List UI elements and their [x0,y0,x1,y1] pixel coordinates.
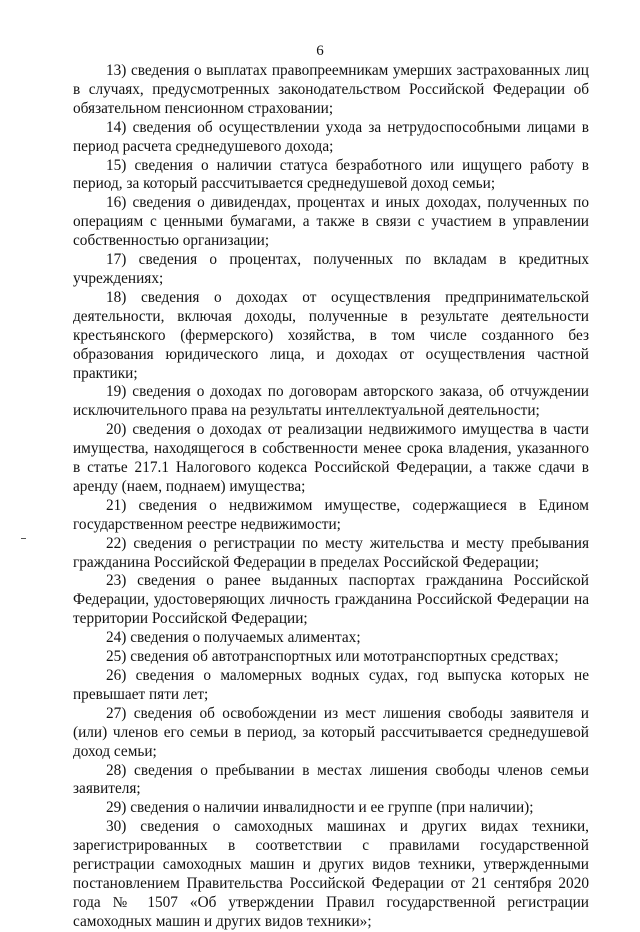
list-item: 24) сведения о получаемых алиментах; [106,629,361,647]
list-item: 18) сведения о доходах от осуществления предпринимательской деятельности, включая доходы, полученные в результате деятельности крестьянского (фермерского) хозяйства, в том числе созданного без образования юридического лица, и доходах от осуществления частной практики; [73,288,589,382]
list-item: 16) сведения о дивидендах, процентах и иных доходах, полученных по операциям с ценными бумагами, а также в связи с участием в управлении собственностью организации; [73,194,589,250]
list-item: 14) сведения об осуществлении ухода за нетрудоспособными лицами в период расчета среднедушевого дохода; [73,118,589,155]
list-item: 17) сведения о процентах, полученных по вкладам в кредитных учреждениях; [73,251,589,287]
list-item: 22) сведения о регистрации по месту жительства и месту пребывания гражданина Российской Федерации в пределах Российской Федерации; [73,534,589,571]
list-item: 28) сведения о пребывании в местах лишения свободы членов семьи заявителя; [73,761,589,798]
list-item: 25) сведения об автотранспортных или мототранспортных средствах; [106,648,559,666]
document-body [73,62,589,932]
list-item: 27) сведения об освобождении из мест лишения свободы заявителя и (или) членов его семьи в период, за который рассчитывается среднедушевой доход семьи; [73,704,589,760]
list-item: 13) сведения о выплатах правопреемникам умерших застрахованных лиц в случаях, предусмотренных законодательством Российской Федерации об обязательном пенсионном страховании; [73,62,589,117]
list-item: 26) сведения о маломерных водных судах, год выпуска которых не превышает пяти лет; [73,667,589,703]
list-item: 29) сведения о наличии инвалидности и ее группе (при наличии); [106,799,534,817]
list-item: 19) сведения о доходах по договорам авторского заказа, об отчуждении исключительного права на результаты интеллектуальной деятельности; [73,383,589,420]
page-number: 6 [316,43,324,59]
list-item: 20) сведения о доходах от реализации недвижимого имущества в части имущества, находящегося в собственности менее срока владения, указанного в статье 217.1 Налогового кодекса Российской Федерации, а также сдачи в аренду (наем, поднаем) имущества; [73,421,589,495]
margin-mark [21,538,26,539]
list-item: 23) сведения о ранее выданных паспортах гражданина Российской Федерации, удостоверяющих личность гражданина Российской Федерации на территории Российской Федерации; [73,572,589,628]
list-item: 30) сведения о самоходных машинах и других видах техники, зарегистрированных в соответствии с правилами государственной регистрации самоходных машин и других видов техники, утвержденными постановлением Правительства Российской Федерации от 21 сентября 2020 года № 1507 «Об утверждении Правил государственной регистрации самоходных машин и других видов техники»; [73,818,589,930]
list-item: 21) сведения о недвижимом имуществе, содержащиеся в Едином государственном реестре недвижимости; [73,496,589,533]
list-item: 15) сведения о наличии статуса безработного или ищущего работу в период, за который рассчитывается среднедушевой доход семьи; [73,156,589,193]
